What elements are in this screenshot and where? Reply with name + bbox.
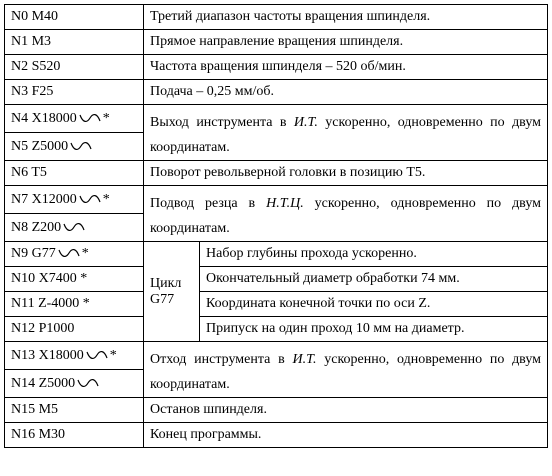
command-cell: N14 Z5000 xyxy=(5,370,144,398)
command-cell: N4 X18000 * xyxy=(5,105,144,133)
command-cell: N9 G77 * xyxy=(5,242,144,267)
wave-icon xyxy=(79,194,101,204)
command-cell: N2 S520 xyxy=(5,55,144,80)
star-mark: * xyxy=(81,246,89,261)
command-cell: N5 Z5000 xyxy=(5,133,144,161)
description-cell: Окончательный диаметр обработки 74 мм. xyxy=(200,267,548,292)
description-cell: Конец программы. xyxy=(144,423,548,448)
description-cell: Прямое направление вращения шпинделя. xyxy=(144,30,548,55)
table-row xyxy=(5,423,548,448)
table-row xyxy=(5,55,548,80)
command-cell: N1 M3 xyxy=(5,30,144,55)
cycle-word: Цикл xyxy=(150,275,182,291)
table-row xyxy=(5,398,548,423)
table-row xyxy=(5,30,548,55)
description-cell: Координата конечной точки по оси Z. xyxy=(200,292,548,317)
wave-icon xyxy=(70,141,92,151)
command-cell: N0 M40 xyxy=(5,5,144,30)
table-row xyxy=(5,186,548,214)
wave-icon xyxy=(63,222,85,232)
command-cell: N15 M5 xyxy=(5,398,144,423)
wave-icon xyxy=(77,378,99,388)
table-row xyxy=(5,342,548,370)
table-row xyxy=(5,242,548,267)
table-row xyxy=(5,80,548,105)
point-name: И.Т. xyxy=(293,115,318,130)
table-row xyxy=(5,161,548,186)
command-cell: N13 X18000 * xyxy=(5,342,144,370)
command-cell: N11 Z-4000 * xyxy=(5,292,144,317)
star-mark: * xyxy=(109,347,117,363)
table-row xyxy=(5,267,548,292)
description-cell: Подвод резца в Н.Т.Ц. ускоренно, одновременно по двум координатам. xyxy=(144,186,548,242)
description-cell: Третий диапазон частоты вращения шпинделя. xyxy=(144,5,548,30)
description-cell: Выход инструмента в И.Т. ускоренно, одновременно по двум координатам. xyxy=(144,105,548,161)
star-mark: * xyxy=(102,110,110,126)
table-row xyxy=(5,292,548,317)
description-cell: Частота вращения шпинделя – 520 об/мин. xyxy=(144,55,548,80)
command-cell: N16 M30 xyxy=(5,423,144,448)
table-row xyxy=(5,317,548,342)
point-name: Н.Т.Ц. xyxy=(266,196,304,211)
description-cell: Набор глубины прохода ускоренно. xyxy=(200,242,548,267)
description-cell: Припуск на один проход 10 мм на диаметр. xyxy=(200,317,548,342)
cycle-label-cell xyxy=(144,242,200,342)
wave-icon xyxy=(58,248,80,258)
description-cell: Отход инструмента в И.Т. ускоренно, одновременно по двум координатам. xyxy=(144,342,548,398)
command-cell: N8 Z200 xyxy=(5,214,144,242)
table-row xyxy=(5,105,548,133)
star-mark: * xyxy=(102,191,110,207)
command-cell: N7 X12000 * xyxy=(5,186,144,214)
point-name: И.Т. xyxy=(292,352,317,367)
description-cell: Останов шпинделя. xyxy=(144,398,548,423)
nc-program-table xyxy=(4,4,548,448)
program-table-container xyxy=(4,4,548,448)
description-cell: Поворот револьверной головки в позицию T5. xyxy=(144,161,548,186)
cycle-code: G77 xyxy=(150,291,175,307)
command-cell: N6 T5 xyxy=(5,161,144,186)
command-cell: N3 F25 xyxy=(5,80,144,105)
table-row xyxy=(5,5,548,30)
command-cell: N10 X7400 * xyxy=(5,267,144,292)
wave-icon xyxy=(86,350,108,360)
description-cell: Подача – 0,25 мм/об. xyxy=(144,80,548,105)
command-cell: N12 P1000 xyxy=(5,317,144,342)
wave-icon xyxy=(79,113,101,123)
